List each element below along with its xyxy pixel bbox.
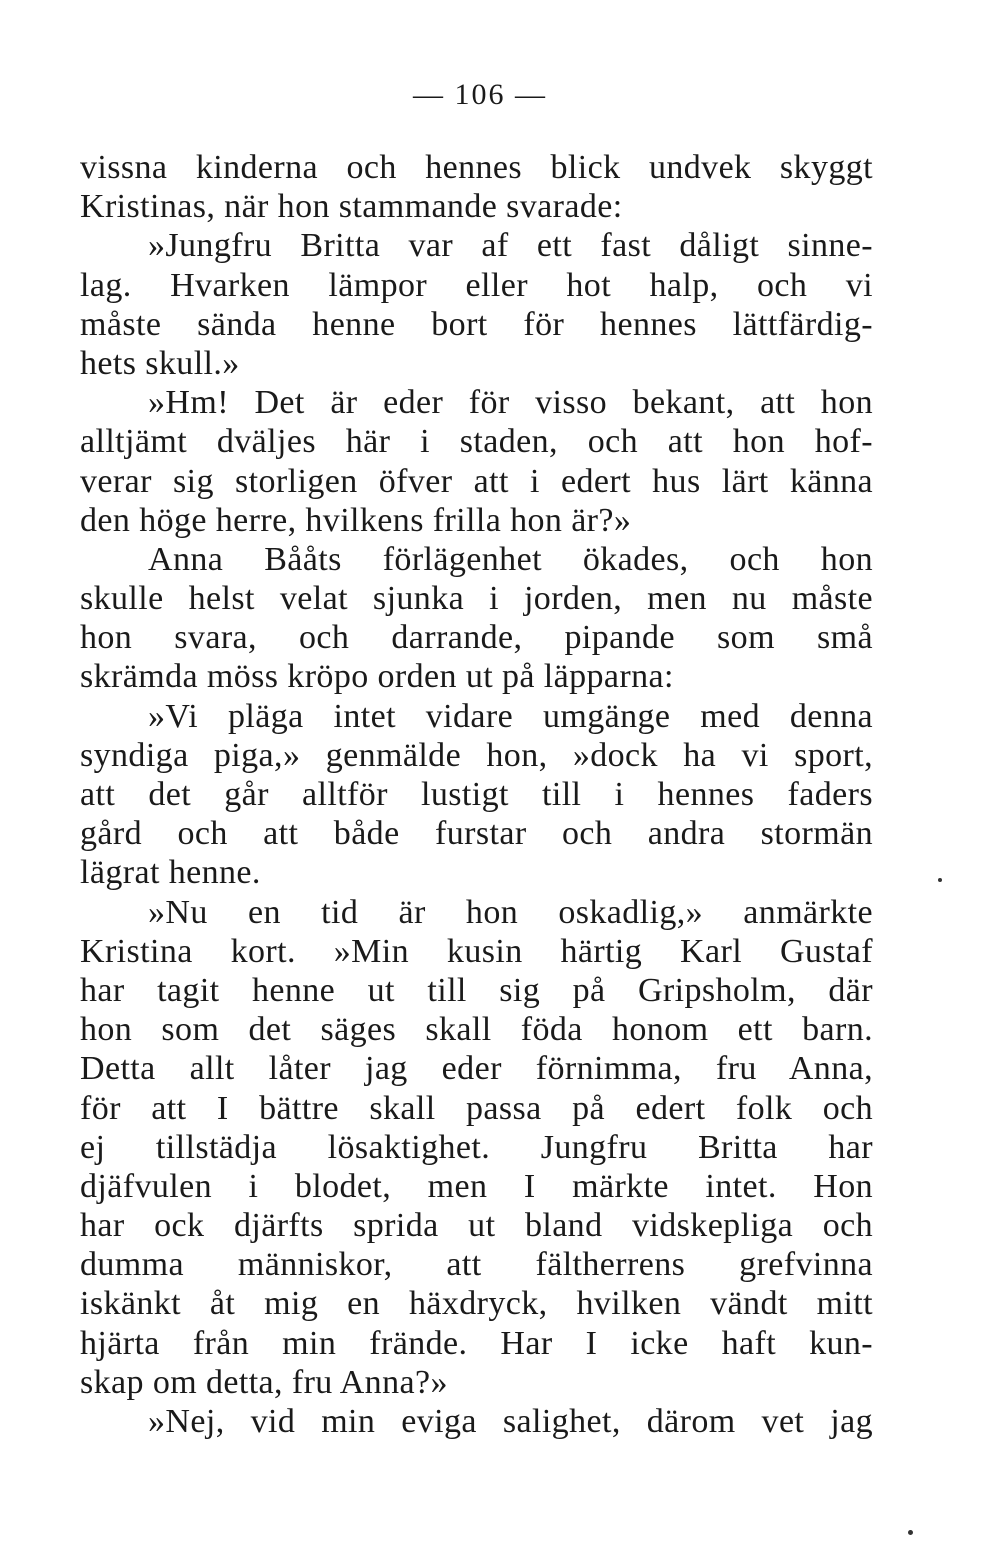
page-number: — 106 — (413, 78, 547, 111)
text-line: alltjämt dväljes här i staden, och att hon hof- (80, 423, 873, 461)
text-line: måste sända henne bort för hennes lättfärdig- (80, 305, 873, 343)
text-line: gård och att både furstar och andra stormän (80, 815, 873, 853)
text-line: lägrat henne. (80, 854, 261, 892)
print-speck (908, 1530, 913, 1535)
text-line: Kristina kort. »Min kusin härtig Karl Gustaf (80, 932, 873, 970)
text-line: Kristinas, när hon stammande svarade: (80, 188, 623, 226)
text-line: hon svara, och darrande, pipande som små (80, 619, 873, 657)
text-line: lag. Hvarken lämpor eller hot halp, och vi (80, 266, 873, 304)
text-line: skap om detta, fru Anna?» (80, 1363, 448, 1401)
text-line: hon som det säges skall föda honom ett barn. (80, 1011, 873, 1049)
text-line: syndiga piga,» genmälde hon, »dock ha vi sport, (80, 736, 873, 774)
text-line: »Hm! Det är eder för visso bekant, att hon (148, 384, 873, 422)
text-line: ej tillstädja lösaktighet. Jungfru Britta har (80, 1128, 873, 1166)
text-line: har tagit henne ut till sig på Gripsholm, där (80, 971, 873, 1009)
text-line: »Jungfru Britta var af ett fast dåligt sinne- (148, 227, 873, 265)
text-line: »Nu en tid är hon oskadlig,» anmärkte (148, 893, 873, 931)
text-line: har ock djärfts sprida ut bland vidskepliga och (80, 1207, 873, 1245)
text-line: skrämda möss kröpo orden ut på läpparna: (80, 658, 674, 696)
text-line: djäfvulen i blodet, men I märkte intet. Hon (80, 1167, 873, 1205)
text-line: verar sig storligen öfver att i edert hus lärt känna (80, 462, 873, 500)
text-line: hjärta från min frände. Har I icke haft kun- (80, 1324, 873, 1362)
text-line: iskänkt åt mig en häxdryck, hvilken vändt mitt (80, 1285, 873, 1323)
text-line: »Nej, vid min eviga salighet, därom vet jag (148, 1403, 873, 1440)
text-line: »Vi pläga intet vidare umgänge med denna (148, 697, 873, 735)
text-line: Anna Bååts förlägenhet ökades, och hon (148, 540, 873, 578)
print-speck (938, 878, 942, 882)
text-line: dumma människor, att fältherrens grefvinna (80, 1246, 873, 1284)
text-line: Detta allt låter jag eder förnimma, fru Anna, (80, 1050, 873, 1088)
text-line: den höge herre, hvilkens frilla hon är?» (80, 501, 632, 539)
text-line: hets skull.» (80, 344, 240, 382)
text-line: skulle helst velat sjunka i jorden, men nu måste (80, 580, 873, 618)
text-line: för att I bättre skall passa på edert folk och (80, 1089, 873, 1127)
text-line: vissna kinderna och hennes blick undvek skyggt (80, 149, 873, 186)
text-line: att det går alltför lustigt till i hennes faders (80, 776, 873, 813)
body-text (80, 148, 873, 1441)
